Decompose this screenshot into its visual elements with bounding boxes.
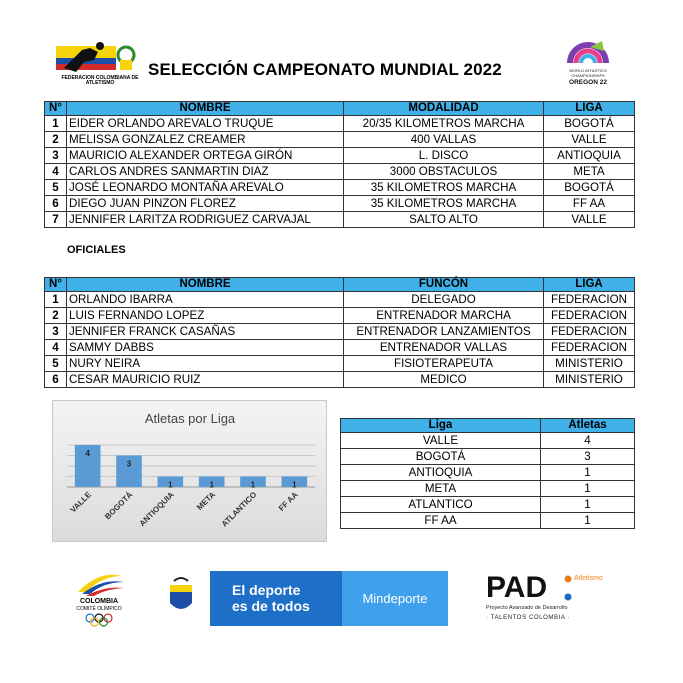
chart-tick-label: BOGOTÁ [103, 490, 135, 522]
official-name: SAMMY DABBS [67, 340, 344, 356]
pad-dots-icon [564, 575, 572, 601]
row-number: 4 [45, 340, 67, 356]
athletes-header-row [45, 102, 635, 116]
official-league: FEDERACION [544, 324, 635, 340]
table-row [45, 212, 635, 228]
official-role: ENTRENADOR LANZAMIENTOS [344, 324, 544, 340]
summary-league: FF AA [341, 513, 541, 529]
official-name: CESAR MAURICIO RUIZ [67, 372, 344, 388]
official-league: FEDERACION [544, 292, 635, 308]
table-row [341, 513, 635, 529]
col-header-count: Atletas [541, 419, 635, 433]
table-row [45, 372, 635, 388]
athlete-name: MELISSA GONZALEZ CREAMER [67, 132, 344, 148]
summary-league: BOGOTÁ [341, 449, 541, 465]
chart-title: Atletas por Liga [144, 411, 236, 426]
row-number: 6 [45, 372, 67, 388]
athlete-name: JOSÉ LEONARDO MONTAÑA AREVALO [67, 180, 344, 196]
athlete-league: VALLE [544, 132, 635, 148]
official-role: MEDICO [344, 372, 544, 388]
chart-data-label: 3 [126, 459, 132, 469]
col-header-name: NOMBRE [67, 102, 344, 116]
col-header-number: N° [45, 278, 67, 292]
table-row [45, 340, 635, 356]
athlete-league: VALLE [544, 212, 635, 228]
government-slogan-line-1: El deporte [232, 582, 301, 598]
table-row [45, 116, 635, 132]
row-number: 1 [45, 292, 67, 308]
official-name: NURY NEIRA [67, 356, 344, 372]
row-number: 3 [45, 324, 67, 340]
athlete-league: ANTIOQUIA [544, 148, 635, 164]
col-header-role: FUNCÓN [344, 278, 544, 292]
official-league: MINISTERIO [544, 356, 635, 372]
table-row [341, 481, 635, 497]
col-header-number: N° [45, 102, 67, 116]
table-row [45, 164, 635, 180]
chart-tick-label: META [195, 490, 218, 513]
ministry-block [342, 571, 448, 626]
official-league: FEDERACION [544, 308, 635, 324]
pad-logo-tag: Atletismo [574, 575, 603, 582]
olympic-committee-subtitle: COMITÉ OLÍMPICO [76, 606, 122, 612]
table-row [45, 132, 635, 148]
summary-header-row [341, 419, 635, 433]
chart-svg [53, 401, 328, 543]
official-role: DELEGADO [344, 292, 544, 308]
athlete-event: SALTO ALTO [344, 212, 544, 228]
athlete-name: JENNIFER LARITZA RODRIGUEZ CARVAJAL [67, 212, 344, 228]
row-number: 5 [45, 356, 67, 372]
official-role: FISIOTERAPEUTA [344, 356, 544, 372]
chart-tick-label: FF AA [276, 490, 300, 513]
pad-logo-tagline: · TALENTOS COLOMBIA · [486, 615, 570, 621]
officials-header-row [45, 278, 635, 292]
summary-count: 1 [541, 465, 635, 481]
chart-data-label: 1 [292, 480, 297, 490]
row-number: 2 [45, 132, 67, 148]
athlete-event: 20/35 KILOMETROS MARCHA [344, 116, 544, 132]
summary-league: ATLANTICO [341, 497, 541, 513]
chart-data-label: 4 [85, 449, 90, 458]
athlete-name: CARLOS ANDRES SANMARTIN DIAZ [67, 164, 344, 180]
pad-logo-word: PAD [486, 571, 548, 604]
official-name: LUIS FERNANDO LOPEZ [67, 308, 344, 324]
row-number: 4 [45, 164, 67, 180]
athlete-league: FF AA [544, 196, 635, 212]
summary-league: META [341, 481, 541, 497]
wa-logo-event: OREGON 22 [569, 79, 607, 86]
chart-tick-label: ANTIOQUIA [137, 490, 176, 529]
athletes-table [44, 101, 635, 228]
summary-count: 1 [541, 481, 635, 497]
table-row [341, 465, 635, 481]
summary-table [340, 418, 635, 529]
athlete-league: BOGOTÁ [544, 180, 635, 196]
col-header-league: Liga [341, 419, 541, 433]
athletes-by-league-chart [52, 400, 327, 542]
olympic-rings-icon [84, 613, 114, 627]
athlete-event: 35 KILOMETROS MARCHA [344, 180, 544, 196]
athlete-event: 35 KILOMETROS MARCHA [344, 196, 544, 212]
table-row [341, 433, 635, 449]
chart-data-label: 1 [250, 480, 256, 490]
athlete-event: 3000 OBSTACULOS [344, 164, 544, 180]
table-row [45, 196, 635, 212]
chart-data-label: 1 [209, 480, 214, 490]
summary-count: 1 [541, 497, 635, 513]
official-role: ENTRENADOR MARCHA [344, 308, 544, 324]
ministry-name: Mindeporte [362, 591, 428, 606]
officials-heading: OFICIALES [67, 244, 126, 256]
table-row [45, 180, 635, 196]
government-banner [152, 571, 448, 626]
government-slogan [232, 582, 352, 614]
col-header-league: LIGA [544, 102, 635, 116]
official-name: ORLANDO IBARRA [67, 292, 344, 308]
chart-tick-label: ATLANTICO [219, 490, 259, 529]
olympic-committee-name: COLOMBIA [79, 598, 119, 605]
summary-league: VALLE [341, 433, 541, 449]
col-header-name: NOMBRE [67, 278, 344, 292]
chart-tick-label: VALLE [68, 490, 94, 515]
pad-logo-subtitle: Proyecto Avanzado de Desarrollo [486, 605, 568, 611]
official-league: FEDERACION [544, 340, 635, 356]
row-number: 7 [45, 212, 67, 228]
page-title: SELECCIÓN CAMPEONATO MUNDIAL 2022 [148, 60, 502, 79]
chart-data-label: 1 [168, 480, 173, 490]
official-name: JENNIFER FRANCK CASAÑAS [67, 324, 344, 340]
table-row [45, 324, 635, 340]
table-row [45, 308, 635, 324]
row-number: 3 [45, 148, 67, 164]
official-role: ENTRENADOR VALLAS [344, 340, 544, 356]
row-number: 2 [45, 308, 67, 324]
table-row [45, 356, 635, 372]
table-row [341, 449, 635, 465]
wa-logo-text: WORLD ATHLETICS CHAMPIONSHIPS [569, 68, 607, 78]
athlete-event: L. DISCO [344, 148, 544, 164]
row-number: 5 [45, 180, 67, 196]
officials-table [44, 277, 635, 388]
summary-count: 3 [541, 449, 635, 465]
table-row [45, 292, 635, 308]
athlete-event: 400 VALLAS [344, 132, 544, 148]
federation-logo [54, 38, 146, 88]
pad-logo [484, 571, 624, 627]
summary-count: 1 [541, 513, 635, 529]
coat-of-arms-icon [152, 571, 210, 626]
olympic-committee-logo [66, 568, 132, 628]
summary-count: 4 [541, 433, 635, 449]
summary-league: ANTIOQUIA [341, 465, 541, 481]
athlete-name: MAURICIO ALEXANDER ORTEGA GIRÓN [67, 148, 344, 164]
world-athletics-logo [560, 33, 616, 89]
federation-logo-text: FEDERACION COLOMBIANA DE ATLETISMO [61, 75, 139, 86]
row-number: 1 [45, 116, 67, 132]
athlete-name: EIDER ORLANDO AREVALO TRUQUE [67, 116, 344, 132]
official-league: MINISTERIO [544, 372, 635, 388]
table-row [45, 148, 635, 164]
col-header-event: MODALIDAD [344, 102, 544, 116]
government-slogan-line-2: es de todos [232, 598, 310, 614]
athlete-name: DIEGO JUAN PINZON FLOREZ [67, 196, 344, 212]
athlete-league: META [544, 164, 635, 180]
row-number: 6 [45, 196, 67, 212]
col-header-league: LIGA [544, 278, 635, 292]
athlete-league: BOGOTÁ [544, 116, 635, 132]
table-row [341, 497, 635, 513]
